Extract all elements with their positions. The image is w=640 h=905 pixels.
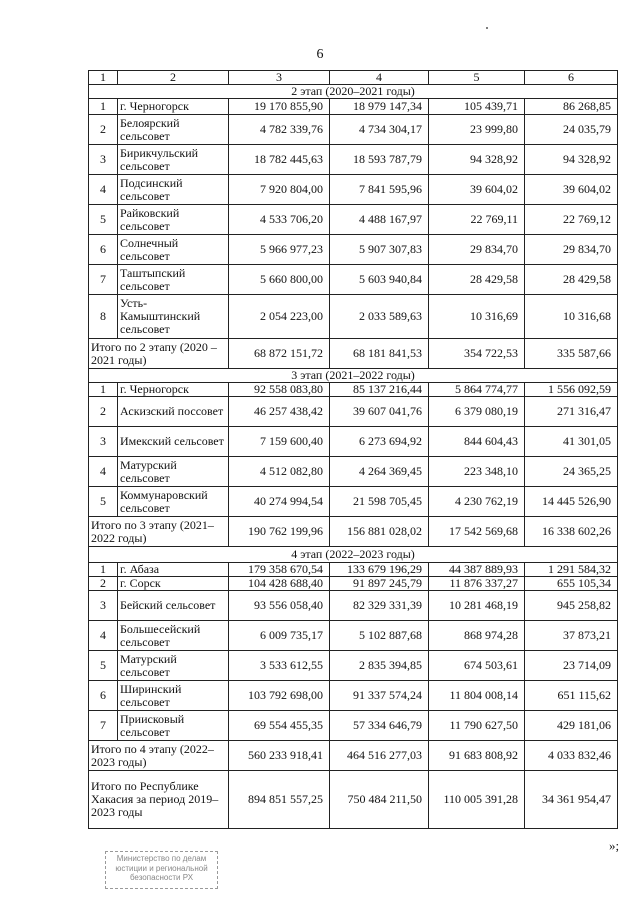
amount-cell: 10 316,68 [525,295,618,339]
page-number: 6 [316,47,324,62]
total-row [89,771,618,829]
row-number: 2 [89,115,118,145]
amount-cell: 40 274 994,54 [229,487,330,517]
amount-cell: 5 864 774,77 [429,383,525,397]
amount-cell: 2 033 589,63 [330,295,429,339]
amount-cell: 57 334 646,79 [330,711,429,741]
amount-cell: 24 035,79 [525,115,618,145]
section-row [89,85,618,99]
total-label: Итого по 2 этапу (2020 – 2021 годы) [89,339,229,369]
table-row [89,711,618,741]
amount-cell: 24 365,25 [525,457,618,487]
table-body [89,71,618,829]
total-amount-cell: 560 233 918,41 [229,741,330,771]
section-title: 3 этап (2021–2022 годы) [89,369,618,383]
total-amount-cell: 68 181 841,53 [330,339,429,369]
table-row [89,205,618,235]
amount-cell: 5 907 307,83 [330,235,429,265]
amount-cell: 4 782 339,76 [229,115,330,145]
amount-cell: 18 782 445,63 [229,145,330,175]
section-title: 2 этап (2020–2021 годы) [89,85,618,99]
amount-cell: 11 790 627,50 [429,711,525,741]
stamp-line: безопасности РХ [129,873,194,882]
amount-cell: 844 604,43 [429,427,525,457]
amount-cell: 86 268,85 [525,99,618,115]
table-row [89,591,618,621]
table-row [89,427,618,457]
column-number: 5 [429,71,525,85]
row-number: 4 [89,457,118,487]
amount-cell: 4 734 304,17 [330,115,429,145]
total-amount-cell: 750 484 211,50 [330,771,429,829]
municipality-name: Подсинский сельсовет [118,175,229,205]
amount-cell: 22 769,11 [429,205,525,235]
municipality-name: Райковский сельсовет [118,205,229,235]
amount-cell: 91 897 245,79 [330,577,429,591]
total-amount-cell: 156 881 028,02 [330,517,429,547]
row-number: 1 [89,99,118,115]
amount-cell: 1 556 092,59 [525,383,618,397]
amount-cell: 2 054 223,00 [229,295,330,339]
table-row [89,681,618,711]
amount-cell: 18 979 147,34 [330,99,429,115]
row-number: 8 [89,295,118,339]
amount-cell: 10 281 468,19 [429,591,525,621]
table-row [89,577,618,591]
header-row [89,71,618,85]
total-amount-cell: 68 872 151,72 [229,339,330,369]
row-number: 7 [89,711,118,741]
municipality-name: г. Черногорск [118,383,229,397]
amount-cell: 44 387 889,93 [429,563,525,577]
amount-cell: 28 429,58 [429,265,525,295]
amount-cell: 94 328,92 [525,145,618,175]
amount-cell: 10 316,69 [429,295,525,339]
municipality-name: Таштыпский сельсовет [118,265,229,295]
row-number: 7 [89,265,118,295]
amount-cell: 93 556 058,40 [229,591,330,621]
table-row [89,235,618,265]
amount-cell: 3 533 612,55 [229,651,330,681]
amount-cell: 14 445 526,90 [525,487,618,517]
amount-cell: 179 358 670,54 [229,563,330,577]
closing-quote: »; [609,838,620,853]
amount-cell: 22 769,12 [525,205,618,235]
municipality-name: Солнечный сельсовет [118,235,229,265]
row-number: 2 [89,577,118,591]
amount-cell: 4 488 167,97 [330,205,429,235]
amount-cell: 4 512 082,80 [229,457,330,487]
municipality-name: Усть-Камыштинский сельсовет [118,295,229,339]
amount-cell: 29 834,70 [525,235,618,265]
amount-cell: 5 603 940,84 [330,265,429,295]
municipality-name: Ширинский сельсовет [118,681,229,711]
total-amount-cell: 110 005 391,28 [429,771,525,829]
total-amount-cell: 34 361 954,47 [525,771,618,829]
column-number: 1 [89,71,118,85]
amount-cell: 4 230 762,19 [429,487,525,517]
amount-cell: 94 328,92 [429,145,525,175]
municipality-name: Большесейский сельсовет [118,621,229,651]
section-title: 4 этап (2022–2023 годы) [89,547,618,563]
amount-cell: 85 137 216,44 [330,383,429,397]
amount-cell: 945 258,82 [525,591,618,621]
municipality-name: Аскизский поссовет [118,397,229,427]
amount-cell: 655 105,34 [525,577,618,591]
amount-cell: 4 264 369,45 [330,457,429,487]
stamp-line: Министерство по делам [116,854,207,863]
data-table [88,70,618,829]
amount-cell: 39 604,02 [525,175,618,205]
total-label: Итого по 3 этапу (2021– 2022 годы) [89,517,229,547]
municipality-name: г. Абаза [118,563,229,577]
municipality-name: Бейский сельсовет [118,591,229,621]
municipality-name: Матурский сельсовет [118,457,229,487]
total-label: Итого по Республике Хакасия за период 2019–2023 годы [89,771,229,829]
amount-cell: 23 714,09 [525,651,618,681]
amount-cell: 29 834,70 [429,235,525,265]
scan-speck [486,27,488,29]
amount-cell: 105 439,71 [429,99,525,115]
total-row [89,339,618,369]
municipality-name: Имекский сельсовет [118,427,229,457]
amount-cell: 11 876 337,27 [429,577,525,591]
amount-cell: 5 966 977,23 [229,235,330,265]
amount-cell: 6 009 735,17 [229,621,330,651]
amount-cell: 11 804 008,14 [429,681,525,711]
amount-cell: 429 181,06 [525,711,618,741]
table-row [89,115,618,145]
row-number: 6 [89,681,118,711]
table-row [89,295,618,339]
table-row [89,265,618,295]
amount-cell: 7 159 600,40 [229,427,330,457]
amount-cell: 37 873,21 [525,621,618,651]
municipality-name: Матурский сельсовет [118,651,229,681]
amount-cell: 103 792 698,00 [229,681,330,711]
total-amount-cell: 894 851 557,25 [229,771,330,829]
table-row [89,145,618,175]
total-amount-cell: 16 338 602,26 [525,517,618,547]
amount-cell: 7 920 804,00 [229,175,330,205]
total-label: Итого по 4 этапу (2022–2023 годы) [89,741,229,771]
row-number: 3 [89,591,118,621]
amount-cell: 82 329 331,39 [330,591,429,621]
row-number: 1 [89,563,118,577]
amount-cell: 6 273 694,92 [330,427,429,457]
total-amount-cell: 91 683 808,92 [429,741,525,771]
municipality-name: Коммунаровский сельсовет [118,487,229,517]
amount-cell: 133 679 196,29 [330,563,429,577]
municipality-name: Белоярский сельсовет [118,115,229,145]
amount-cell: 674 503,61 [429,651,525,681]
amount-cell: 39 607 041,76 [330,397,429,427]
amount-cell: 223 348,10 [429,457,525,487]
total-amount-cell: 335 587,66 [525,339,618,369]
amount-cell: 19 170 855,90 [229,99,330,115]
municipality-name: г. Черногорск [118,99,229,115]
amount-cell: 2 835 394,85 [330,651,429,681]
column-number: 2 [118,71,229,85]
amount-cell: 7 841 595,96 [330,175,429,205]
table-row [89,175,618,205]
row-number: 3 [89,427,118,457]
table-row [89,487,618,517]
total-row [89,741,618,771]
section-row [89,369,618,383]
row-number: 5 [89,205,118,235]
amount-cell: 868 974,28 [429,621,525,651]
amount-cell: 5 102 887,68 [330,621,429,651]
amount-cell: 23 999,80 [429,115,525,145]
amount-cell: 18 593 787,79 [330,145,429,175]
amount-cell: 1 291 584,32 [525,563,618,577]
total-amount-cell: 354 722,53 [429,339,525,369]
table-row [89,621,618,651]
stamp [105,851,218,889]
table-row [89,397,618,427]
table-row [89,651,618,681]
amount-cell: 271 316,47 [525,397,618,427]
table-row [89,383,618,397]
amount-cell: 21 598 705,45 [330,487,429,517]
municipality-name: г. Сорск [118,577,229,591]
row-number: 5 [89,487,118,517]
amount-cell: 28 429,58 [525,265,618,295]
section-row [89,547,618,563]
column-number: 6 [525,71,618,85]
row-number: 6 [89,235,118,265]
municipality-name: Приисковый сельсовет [118,711,229,741]
amount-cell: 92 558 083,80 [229,383,330,397]
amount-cell: 5 660 800,00 [229,265,330,295]
total-amount-cell: 464 516 277,03 [330,741,429,771]
amount-cell: 6 379 080,19 [429,397,525,427]
table-row [89,457,618,487]
amount-cell: 651 115,62 [525,681,618,711]
total-amount-cell: 190 762 199,96 [229,517,330,547]
amount-cell: 104 428 688,40 [229,577,330,591]
row-number: 4 [89,621,118,651]
amount-cell: 39 604,02 [429,175,525,205]
total-amount-cell: 4 033 832,46 [525,741,618,771]
municipality-name: Бирикчульский сельсовет [118,145,229,175]
row-number: 5 [89,651,118,681]
row-number: 2 [89,397,118,427]
total-row [89,517,618,547]
total-amount-cell: 17 542 569,68 [429,517,525,547]
column-number: 4 [330,71,429,85]
table-row [89,99,618,115]
amount-cell: 41 301,05 [525,427,618,457]
stamp-line: юстиции и региональной [115,863,208,873]
row-number: 4 [89,175,118,205]
column-number: 3 [229,71,330,85]
row-number: 3 [89,145,118,175]
amount-cell: 91 337 574,24 [330,681,429,711]
table-row [89,563,618,577]
amount-cell: 69 554 455,35 [229,711,330,741]
amount-cell: 46 257 438,42 [229,397,330,427]
amount-cell: 4 533 706,20 [229,205,330,235]
row-number: 1 [89,383,118,397]
